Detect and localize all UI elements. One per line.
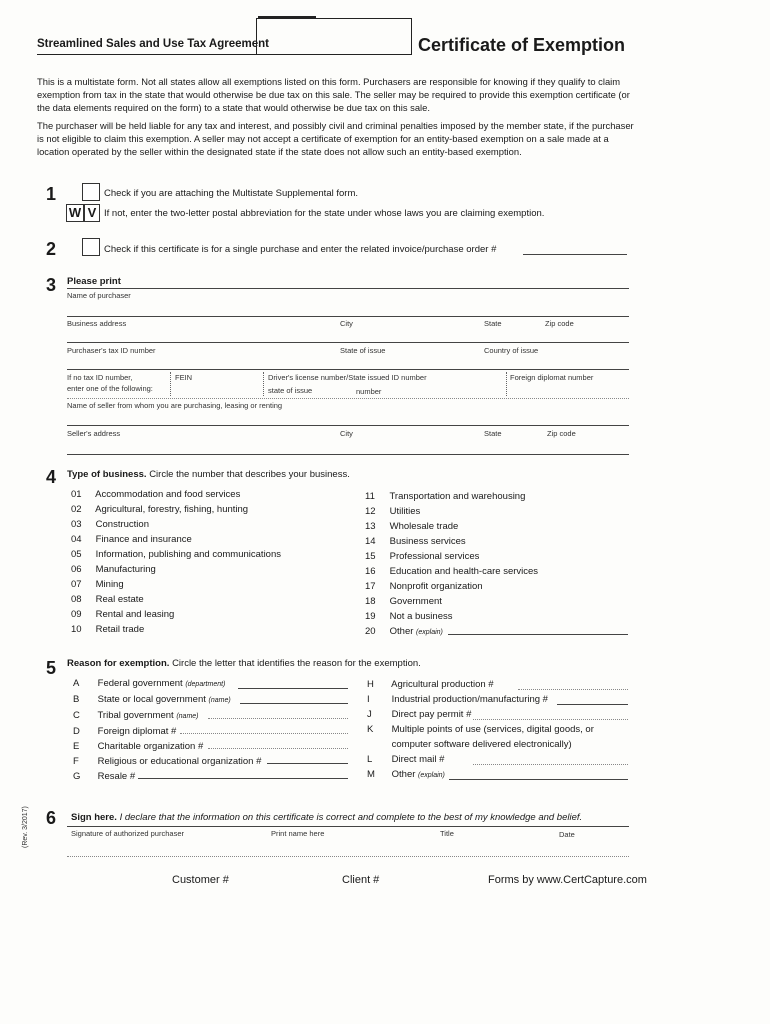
seller-state-label: State — [484, 429, 502, 438]
business-type-item[interactable]: 12 Utilities — [365, 506, 421, 517]
industrial-line[interactable] — [557, 704, 628, 705]
date-label: Date — [559, 830, 575, 839]
business-type-item[interactable]: 11 Transportation and warehousing — [365, 491, 526, 502]
forms-by-link[interactable]: Forms by www.CertCapture.com — [488, 874, 647, 886]
customer-number-label: Customer # — [172, 874, 229, 886]
business-type-item[interactable]: 01 Accommodation and food services — [71, 489, 241, 500]
business-type-item[interactable]: 07 Mining — [71, 579, 124, 590]
business-city-label: City — [340, 319, 353, 328]
declaration-text: I declare that the information on this certificate is correct and complete to the best of my knowledge and belief. — [119, 812, 583, 823]
business-type-list-left — [71, 487, 281, 637]
intro-paragraph-2: The purchaser will be held liable for any tax and interest, and possibly civil and criminal penalties imposed by the member state, if the purchaser is not eligible to claim this exemption. A seller may not accept a certificate of exemption for an entity-based exemption on a sale made at a location operated by the seller within the designated state if the state does not allow such an entity-based exemption. — [37, 120, 634, 157]
please-print-heading: Please print — [67, 276, 121, 287]
sign-heading-bold: Sign here. — [71, 812, 117, 823]
tax-id-country-label: Country of issue — [484, 346, 539, 355]
title-label: Title — [440, 829, 454, 838]
agreement-title: Streamlined Sales and Use Tax Agreement — [37, 38, 270, 50]
business-type-item[interactable]: 04 Finance and insurance — [71, 534, 192, 545]
exemption-item[interactable]: E Charitable organization # — [73, 741, 204, 752]
single-purchase-checkbox[interactable] — [82, 238, 100, 256]
section-1-number: 1 — [46, 184, 57, 204]
business-zip-label: Zip code — [545, 319, 574, 328]
business-type-heading-rest: Circle the number that describes your business. — [149, 469, 350, 480]
tribal-gov-line[interactable] — [208, 718, 348, 719]
supplemental-checkbox[interactable] — [82, 183, 100, 201]
drivers-license-label: Driver's license number/State issued ID number — [268, 373, 427, 382]
business-type-item[interactable]: 10 Retail trade — [71, 624, 145, 635]
exemption-item[interactable]: C Tribal government (name) — [73, 710, 199, 721]
seller-address-line[interactable] — [67, 425, 629, 426]
resale-line[interactable] — [138, 778, 348, 779]
seller-name-line[interactable] — [67, 398, 629, 399]
form-title: Certificate of Exemption — [418, 35, 626, 55]
no-tax-id-label-2: enter one of the following: — [67, 384, 153, 393]
fein-divider — [170, 372, 172, 396]
purchaser-name-line[interactable] — [67, 288, 629, 289]
state-letter-2-input[interactable]: V — [84, 204, 100, 222]
business-type-item[interactable]: 06 Manufacturing — [71, 564, 156, 575]
tax-id-label: Purchaser's tax ID number — [67, 346, 156, 355]
federal-gov-line[interactable] — [238, 688, 348, 689]
seller-name-label: Name of seller from whom you are purchasing, leasing or renting — [67, 401, 283, 410]
business-other-explain-line[interactable] — [448, 634, 628, 635]
exemption-item[interactable]: J Direct pay permit # — [367, 709, 472, 720]
fein-label: FEIN — [175, 373, 193, 382]
signature-top-line — [67, 826, 629, 827]
alt-id-line[interactable] — [67, 369, 629, 370]
exemption-heading-rest: Circle the letter that identifies the reason for the exemption. — [172, 658, 421, 669]
exemption-item-continued: computer software delivered electronically) — [391, 739, 572, 750]
revision-note: (Rev. 3/2017) — [22, 806, 29, 848]
other-reason-line[interactable] — [449, 779, 628, 780]
seller-address-label: Seller's address — [67, 429, 121, 438]
business-type-item[interactable]: 09 Rental and leasing — [71, 609, 175, 620]
agricultural-line[interactable] — [518, 689, 628, 690]
business-type-item[interactable]: 19 Not a business — [365, 611, 453, 622]
print-name-label: Print name here — [271, 829, 325, 838]
foreign-diplomat-line[interactable] — [180, 733, 348, 734]
exemption-item[interactable]: A Federal government (department) — [73, 678, 226, 689]
section-3-number: 3 — [46, 275, 57, 295]
no-tax-id-label-1: If no tax ID number, — [67, 373, 133, 382]
section-6-number: 6 — [46, 808, 57, 828]
business-state-label: State — [484, 319, 502, 328]
business-address-line[interactable] — [67, 316, 629, 317]
business-type-item[interactable]: 05 Information, publishing and communications — [71, 549, 281, 560]
invoice-number-line[interactable] — [523, 254, 627, 255]
state-letter-1-input[interactable]: W — [66, 204, 84, 222]
dl-state-label: state of issue — [268, 386, 313, 395]
single-purchase-text: Check if this certificate is for a single purchase and enter the related invoice/purchase order # — [104, 244, 497, 255]
exemption-item[interactable]: K Multiple points of use (services, digital goods, or — [367, 724, 594, 735]
seller-city-label: City — [340, 429, 353, 438]
exemption-list-left — [73, 676, 261, 784]
seller-zip-label: Zip code — [547, 429, 576, 438]
business-type-item[interactable]: 14 Business services — [365, 536, 466, 547]
exemption-item[interactable]: G Resale # — [73, 771, 136, 782]
supplemental-text: Check if you are attaching the Multistate Supplemental form. — [104, 188, 358, 199]
exemption-heading-bold: Reason for exemption. — [67, 658, 170, 669]
section-5-number: 5 — [46, 658, 57, 678]
state-gov-line[interactable] — [240, 703, 348, 704]
purchaser-name-label: Name of purchaser — [67, 291, 131, 300]
business-type-item[interactable]: 16 Education and health-care services — [365, 566, 539, 577]
business-type-item[interactable]: 02 Agricultural, forestry, fishing, hunting — [71, 504, 249, 515]
section-4-number: 4 — [46, 467, 57, 487]
charitable-org-line[interactable] — [208, 748, 348, 749]
header-title-box — [256, 18, 412, 55]
exemption-item[interactable]: M Other (explain) — [367, 769, 445, 780]
tax-id-line[interactable] — [67, 342, 629, 343]
intro-paragraph-1: This is a multistate form. Not all states allow all exemptions listed on this form. Purchasers are responsible for knowing if they qualify to claim exemption from tax in the state that would otherwise be due tax on this sale. The seller may be required to provide this exemption certificate (or the data elements required on the form) to a state that would otherwise be due tax on this sale. — [37, 76, 630, 113]
signature-label: Signature of authorized purchaser — [71, 829, 184, 838]
top-stamp-mark — [258, 10, 316, 18]
exemption-list-right — [367, 677, 594, 783]
signature-field-line[interactable] — [67, 856, 629, 857]
exemption-item[interactable]: D Foreign diplomat # — [73, 726, 177, 737]
business-type-heading-bold: Type of business. — [67, 469, 147, 480]
exemption-item[interactable]: I Industrial production/manufacturing # — [367, 694, 548, 705]
exemption-item[interactable]: H Agricultural production # — [367, 679, 494, 690]
business-type-item[interactable]: 13 Wholesale trade — [365, 521, 459, 532]
business-address-label: Business address — [67, 319, 127, 328]
exemption-reason-heading — [67, 658, 421, 669]
section-3-bottom-line — [67, 454, 629, 455]
business-type-item[interactable]: 20 Other (explain) — [365, 626, 443, 637]
religious-org-line[interactable] — [267, 763, 348, 764]
direct-pay-line[interactable] — [473, 719, 628, 720]
business-type-item[interactable]: 08 Real estate — [71, 594, 144, 605]
dl-divider — [263, 372, 265, 396]
tax-id-state-label: State of issue — [340, 346, 386, 355]
section-2-number: 2 — [46, 239, 57, 259]
business-type-list-right — [365, 489, 538, 640]
business-type-item[interactable]: 18 Government — [365, 596, 442, 607]
business-type-item[interactable]: 03 Construction — [71, 519, 149, 530]
foreign-diplomat-label: Foreign diplomat number — [510, 373, 594, 382]
diplomat-divider — [506, 372, 508, 396]
direct-mail-line[interactable] — [473, 764, 628, 765]
dl-number-label: number — [356, 387, 382, 396]
exemption-item[interactable]: B State or local government (name) — [73, 694, 231, 705]
state-instruction-text: If not, enter the two-letter postal abbreviation for the state under whose laws you are claiming exemption. — [104, 208, 545, 219]
client-number-label: Client # — [342, 874, 380, 886]
sign-heading — [71, 812, 582, 823]
exemption-item[interactable]: F Religious or educational organization # — [73, 756, 262, 767]
business-type-item[interactable]: 17 Nonprofit organization — [365, 581, 483, 592]
exemption-item[interactable]: L Direct mail # — [367, 754, 445, 765]
business-type-heading — [67, 469, 350, 480]
business-type-item[interactable]: 15 Professional services — [365, 551, 480, 562]
